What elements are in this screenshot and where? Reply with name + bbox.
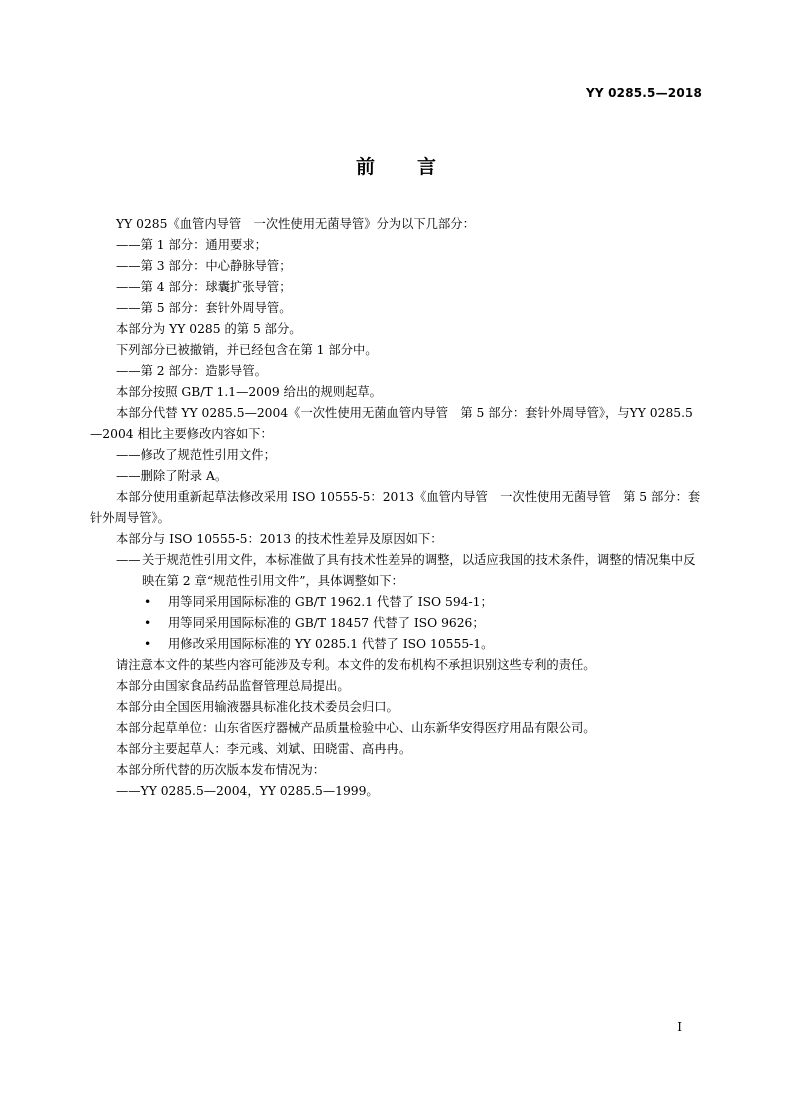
- bullet-item: [90, 592, 702, 613]
- paragraph: 本部分由全国医用输液器具标准化技术委员会归口。: [116, 700, 399, 714]
- hanging-list-item: [90, 550, 702, 592]
- list-item: ——第 3 部分：中心静脉导管；: [116, 259, 292, 273]
- list-item: ——第 2 部分：造影导管。: [116, 364, 267, 378]
- bullet-icon: •: [144, 595, 152, 609]
- paragraph: 本部分主要起草人：李元彧、刘斌、田晓雷、高冉冉。: [116, 742, 412, 756]
- paragraph: 本部分按照 GB/T 1.1—2009 给出的规则起草。: [116, 385, 382, 399]
- list-item: ——第 4 部分：球囊扩张导管；: [116, 280, 292, 294]
- page-number: I: [677, 1020, 682, 1034]
- bullet-icon: •: [144, 637, 152, 651]
- bullet-text: 用修改采用国际标准的 YY 0285.1 代替了 ISO 10555-1。: [168, 637, 494, 651]
- list-item: ——第 5 部分：套针外周导管。: [116, 301, 292, 315]
- bullet-item: [90, 613, 702, 634]
- paragraph: 请注意本文件的某些内容可能涉及专利。本文件的发布机构不承担识别这些专利的责任。: [116, 658, 596, 672]
- page-title: 前言: [355, 156, 478, 178]
- paragraph: 本部分所代替的历次版本发布情况为：: [116, 763, 326, 777]
- standard-number: YY 0285.5—2018: [585, 86, 702, 100]
- paragraph: 本部分与 ISO 10555-5：2013 的技术性差异及原因如下：: [116, 532, 443, 546]
- paragraph: 本部分起草单位：山东省医疗器械产品质量检验中心、山东新华安得医疗用品有限公司。: [116, 721, 596, 735]
- dash-marker: ——: [116, 553, 141, 567]
- bullet-text: 用等同采用国际标准的 GB/T 1962.1 代替了 ISO 594-1；: [168, 595, 493, 609]
- bullet-item: [90, 634, 702, 655]
- paragraph: 本部分由国家食品药品监督管理总局提出。: [116, 679, 350, 693]
- hanging-text: 关于规范性引用文件，本标准做了具有技术性差异的调整，以适应我国的技术条件，调整的情况集中反映在第 2 章“规范性引用文件”，具体调整如下：: [142, 553, 696, 588]
- paragraph: 本部分为 YY 0285 的第 5 部分。: [116, 322, 302, 336]
- list-item: ——修改了规范性引用文件；: [116, 448, 276, 462]
- paragraph: 下列部分已被撤销，并已经包含在第 1 部分中。: [116, 343, 378, 357]
- bullet-text: 用等同采用国际标准的 GB/T 18457 代替了 ISO 9626；: [168, 616, 485, 630]
- paragraph: 本部分代替 YY 0285.5—2004《一次性使用无菌血管内导管 第 5 部分：套针外周导管》，与YY 0285.5—2004 相比主要修改内容如下：: [90, 406, 693, 441]
- foreword-body: [90, 214, 702, 802]
- list-item: ——第 1 部分：通用要求；: [116, 238, 267, 252]
- bullet-icon: •: [144, 616, 152, 630]
- list-item: ——YY 0285.5—2004，YY 0285.5—1999。: [116, 784, 379, 798]
- list-item: ——删除了附录 A。: [116, 469, 228, 483]
- paragraph: YY 0285《血管内导管 一次性使用无菌导管》分为以下几部分：: [116, 217, 475, 231]
- paragraph: 本部分使用重新起草法修改采用 ISO 10555-5：2013《血管内导管 一次性使用无菌导管 第 5 部分：套针外周导管》。: [90, 490, 701, 525]
